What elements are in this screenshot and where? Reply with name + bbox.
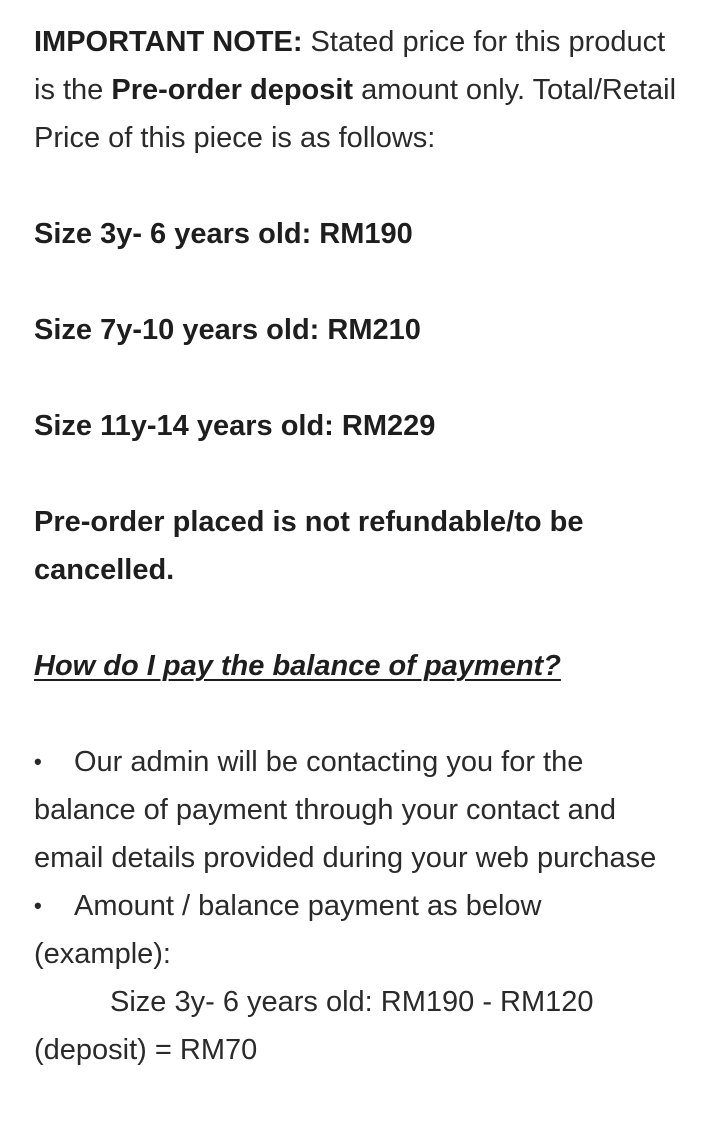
price-size-7-10: Size 7y-10 years old: RM210 xyxy=(34,314,421,346)
price-size-11-14: Size 11y-14 years old: RM229 xyxy=(34,410,436,442)
spacer xyxy=(34,450,684,498)
payment-heading: How do I pay the balance of payment? xyxy=(34,650,561,682)
spacer xyxy=(34,258,684,306)
important-note xyxy=(34,18,684,162)
spacer xyxy=(34,690,684,738)
price-size-3-6: Size 3y- 6 years old: RM190 xyxy=(34,218,413,250)
important-note-text-1: Stated price for this product is the xyxy=(34,26,666,106)
payment-heading-row xyxy=(34,642,684,690)
bullet-balance-amount xyxy=(34,882,684,978)
product-note-content xyxy=(34,18,684,1074)
bullet-admin-contact-text: Our admin will be contacting you for the balance of payment through your contact and email details provided during your web purchase xyxy=(34,746,657,874)
spacer xyxy=(34,354,684,402)
deposit-label: Pre-order deposit xyxy=(111,74,354,106)
refund-notice: Pre-order placed is not refundable/to be cancelled. xyxy=(34,506,584,586)
spacer xyxy=(34,594,684,642)
important-note-text-2: amount only. Total/Retail Price of this piece is as follows: xyxy=(34,74,677,154)
spacer xyxy=(34,162,684,210)
bullet-icon: • xyxy=(34,893,42,918)
bullet-icon: • xyxy=(34,749,42,774)
example-line-2: (deposit) = RM70 xyxy=(34,1034,258,1066)
bullet-admin-contact xyxy=(34,738,684,882)
example-line-1: Size 3y- 6 years old: RM190 - RM120 xyxy=(110,986,594,1018)
bullet-balance-amount-text: Amount / balance payment as below (example): xyxy=(34,890,542,970)
important-note-prefix: IMPORTANT NOTE: xyxy=(34,26,303,58)
